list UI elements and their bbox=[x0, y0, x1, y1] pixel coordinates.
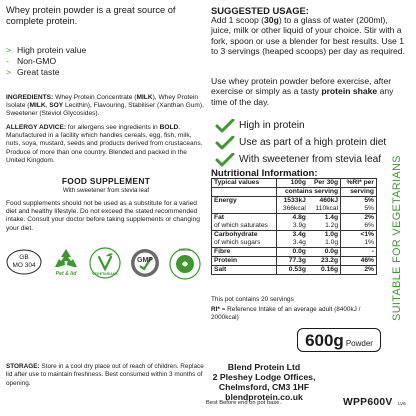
supplement-disclaimer: Food supplements should not be used as a substitute for a varied diet and healthy lifestyle. Do not exceed the stated recommended intake. Consult your doctor before taking supplements or changing your diet. bbox=[6, 200, 200, 232]
value-100g: 0.53g bbox=[276, 266, 307, 275]
list-item bbox=[215, 151, 411, 168]
storage-body: Store in a cool dry place out of reach of children. Replace lid after use to maintain freshness. Best consumed within 3 months of opening. bbox=[6, 363, 204, 387]
product-code: WPP600V bbox=[343, 397, 393, 408]
nutrient-label: of which saturates bbox=[214, 222, 268, 229]
value-ri: - bbox=[341, 248, 377, 257]
value-serving: 110kcal bbox=[315, 205, 339, 212]
nutrition-header: 100g bbox=[276, 179, 307, 188]
table-row bbox=[212, 257, 377, 266]
allergy-part: for allergens see ingredients in bbox=[66, 124, 160, 131]
value-serving: 460kJ bbox=[319, 197, 339, 204]
checkmark-icon bbox=[215, 119, 235, 133]
usage-part: Use whey protein powder before exercise, after exercise or simply as a tasty bbox=[211, 76, 392, 97]
table-row bbox=[212, 248, 377, 257]
allergen-soy: SOY bbox=[49, 102, 64, 110]
benefit-label: Non-GMO bbox=[17, 56, 57, 66]
nutrient-label: Fat bbox=[212, 214, 277, 223]
usage-title: SUGGESTED USAGE: bbox=[211, 5, 309, 16]
nutrient-label bbox=[212, 205, 277, 214]
nutrition-header: contains serving bbox=[276, 188, 340, 197]
nutrition-header bbox=[212, 188, 277, 197]
nutrition-table bbox=[211, 178, 377, 275]
best-before-note: Best Before end on pot base. bbox=[206, 400, 282, 406]
value-ri: 2% bbox=[341, 266, 377, 275]
nutrition-header-part: %RI* per bbox=[346, 179, 374, 186]
company-website: blendprotein.co.uk bbox=[225, 392, 303, 402]
value-ri: 46% bbox=[341, 257, 377, 266]
table-row bbox=[212, 222, 377, 231]
table-row bbox=[212, 231, 377, 240]
certification-logos bbox=[6, 247, 206, 287]
value-serving: 0.16g bbox=[308, 266, 341, 275]
gmp-badge-icon bbox=[130, 247, 160, 279]
nutrition-header-part: Per 30g bbox=[313, 179, 339, 186]
gb-mark-line1: GB bbox=[19, 254, 29, 261]
net-weight-box bbox=[297, 328, 381, 352]
list-item bbox=[6, 45, 204, 56]
value-100g: 3.4g bbox=[276, 239, 307, 248]
storage-text bbox=[6, 363, 211, 388]
usage-part: Add 1 scoop ( bbox=[211, 15, 265, 25]
allergy-label: ALLERGY ADVICE: bbox=[6, 124, 67, 131]
table-row bbox=[212, 239, 377, 248]
net-weight-unit: Powder bbox=[345, 339, 373, 348]
suitable-for-vegetarians-label bbox=[385, 155, 409, 321]
dash-icon: - bbox=[6, 56, 9, 66]
value-serving: 23.2g bbox=[308, 257, 341, 266]
arrow-icon: > bbox=[6, 67, 12, 77]
checkmark-icon bbox=[215, 153, 235, 167]
vegetarian-badge-label: VEGETARIANS bbox=[92, 272, 118, 276]
nutrition-header: Typical values bbox=[212, 179, 277, 188]
usage-part: ) to a glass of water (200ml), juice, milk or other liquid of your choice. Stir with a fork, spoon or use a blender for best results. Use 1 to 3 servings (heaped scoops) per day as required. bbox=[211, 15, 405, 57]
usage-text bbox=[211, 15, 407, 57]
nutrient-label: Energy bbox=[214, 197, 237, 204]
value-serving: 1.0g bbox=[325, 239, 339, 246]
vegetarian-badge-icon bbox=[89, 247, 121, 279]
value-ri: <1% bbox=[341, 231, 377, 240]
gmp-label: GMP bbox=[137, 257, 153, 264]
allergen-milk: MILK bbox=[29, 102, 46, 110]
nutrient-label: Fibre bbox=[212, 248, 277, 257]
nutrition-header bbox=[308, 179, 341, 188]
allergen-milk: MILK bbox=[136, 94, 153, 101]
nutrient-label: Salt bbox=[212, 266, 277, 275]
value-100g: 3.4g bbox=[276, 231, 307, 240]
feature-label: Use as part of a high protein diet bbox=[239, 137, 387, 148]
benefits-list bbox=[6, 45, 204, 78]
value-ri: 6% bbox=[341, 222, 377, 231]
ri-note-body: = Reference Intake of an average adult (8400kJ / 2000kcal) bbox=[211, 306, 361, 321]
checkmark-icon bbox=[215, 136, 235, 150]
usage-bold: protein shake bbox=[321, 86, 378, 97]
value-100g: 0.0g bbox=[276, 248, 307, 257]
halal-badge-icon bbox=[169, 247, 201, 281]
list-item bbox=[6, 56, 204, 67]
ri-label: RI* bbox=[211, 306, 220, 313]
value-ri: 5% bbox=[341, 205, 377, 214]
table-row bbox=[212, 214, 377, 223]
allergy-bold: BOLD bbox=[159, 124, 179, 131]
value-100g: 1533kJ bbox=[276, 197, 307, 206]
storage-label: STORAGE: bbox=[6, 363, 40, 370]
table-row bbox=[212, 266, 377, 275]
nutrition-header bbox=[341, 179, 377, 188]
value-ri: 5% bbox=[341, 197, 377, 206]
nutrient-label: of which sugars bbox=[214, 239, 261, 246]
list-item bbox=[215, 134, 411, 151]
value-100g: 3.9g bbox=[276, 222, 307, 231]
value-100g: 4.8g bbox=[276, 214, 307, 223]
ingredients-part: , bbox=[45, 102, 50, 110]
nutrition-title: Nutritional Information: bbox=[211, 168, 318, 179]
feature-label: High in protein bbox=[239, 120, 305, 131]
ingredients-part: Whey Protein Concentrate ( bbox=[53, 94, 137, 101]
value-serving: 1.0g bbox=[308, 231, 341, 240]
value-ri: 1% bbox=[341, 239, 377, 248]
product-code-suffix: LV6 bbox=[398, 401, 406, 406]
food-supplement-subtitle: With sweetener from stevia leaf bbox=[62, 187, 150, 194]
benefit-label: High protein value bbox=[17, 45, 87, 55]
list-item bbox=[6, 67, 204, 78]
ri-note bbox=[211, 306, 386, 322]
pet-lid-label: Pet & lid bbox=[55, 271, 77, 277]
features-list bbox=[215, 117, 411, 168]
list-item bbox=[215, 117, 411, 134]
company-name: Blend Protein Ltd bbox=[227, 362, 301, 372]
value-ri: 2% bbox=[341, 214, 377, 223]
vegetarian-side-text: SUITABLE FOR VEGETARIANS bbox=[391, 155, 403, 321]
company-address-line2: Chelmsford, CM3 1HF bbox=[218, 382, 310, 392]
food-supplement-title: FOOD SUPPLEMENT bbox=[61, 176, 151, 186]
ingredients-label: INGREDIENTS: bbox=[6, 94, 54, 101]
table-row bbox=[212, 205, 377, 214]
value-serving: 1.2g bbox=[325, 222, 339, 229]
value-serving: 0.0g bbox=[308, 248, 341, 257]
halal-label: HALAL bbox=[178, 248, 192, 252]
value-100g: 366kcal bbox=[276, 205, 307, 214]
value-100g: 77.3g bbox=[276, 257, 307, 266]
company-address-line1: 2 Pleshey Lodge Offices, bbox=[212, 372, 316, 382]
gb-mark-line2: MO 304 bbox=[12, 262, 36, 269]
arrow-icon: > bbox=[6, 45, 12, 55]
allergy-part: . Manufactured in a facility which handles cereals, egg, fish, milk, nuts, soya, mustard, seeds and products derived from crustaceans. Produce of more than one country. Blended and packed in the United Kingdom. bbox=[6, 124, 203, 164]
benefit-label: Great taste bbox=[17, 67, 60, 77]
usage-text-secondary bbox=[211, 76, 407, 107]
recycle-icon bbox=[51, 247, 81, 281]
usage-part: any time of the day. bbox=[211, 86, 394, 107]
net-weight-value: 600g bbox=[305, 331, 344, 350]
usage-bold: 30g bbox=[264, 15, 279, 25]
nutrition-header: serving bbox=[341, 188, 377, 197]
ingredients-part: ), Whey Protein Isolate ( bbox=[6, 94, 199, 110]
portion-note: This pot contains 20 servings bbox=[211, 296, 294, 303]
intro-text: Whey protein powder is a great source of complete protein. bbox=[6, 5, 176, 26]
nutrient-label: Carbohydrate bbox=[212, 231, 277, 240]
value-serving: 1.4g bbox=[308, 214, 341, 223]
nutrient-label: Protein bbox=[212, 257, 277, 266]
gb-mark-logo bbox=[6, 249, 42, 275]
ingredients-text bbox=[6, 94, 206, 119]
feature-label: With sweetener from stevia leaf bbox=[239, 154, 382, 165]
allergy-advice bbox=[6, 124, 206, 165]
ingredients-part: Lecithin), Flavouring, Stabiliser (Xanthan Gum), Sweetener (Steviol Glycosides). bbox=[6, 102, 204, 118]
table-row bbox=[212, 197, 377, 206]
